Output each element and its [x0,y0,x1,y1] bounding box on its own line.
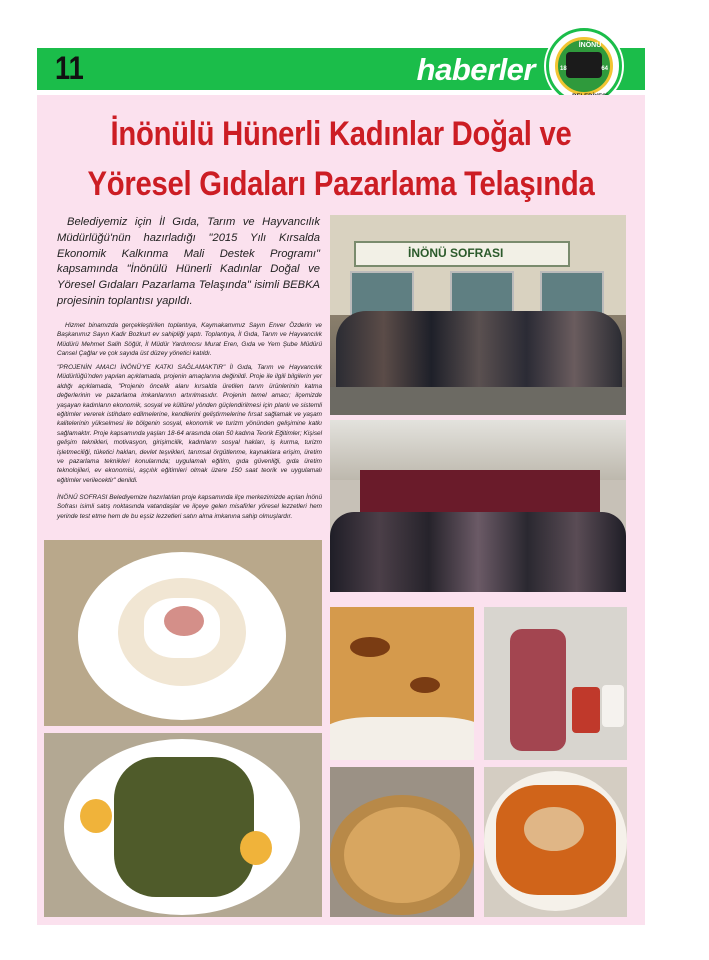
photo-dolma [44,733,322,917]
logo-top-text: İNÖNÜ [578,42,602,49]
body-paragraph-1: Hizmet binamızda gerçekleştirilen toplantıya, Kaymakamımız Sayın Enver Özderin ve Başkanımız Sayın Kadir Bozkurt ev sahipliği yaptı. Toplantıya, İl Gıda, Tarım ve Hayvancılık Müdürü Mehmet Salih Söğüt, İl Müdür Yardımcısı Murat Eren, Gıda ve Yem Şube Müdürü Cansel Çağlar ve çok sayıda üst düzey yönetici katıldı. [57,322,322,358]
logo-year-right: 64 [601,66,608,72]
body-paragraph-2: "PROJENİN AMACI İNÖNÜ'YE KATKI SAĞLAMAKTIR" İl Gıda, Tarım ve Hayvancılık Müdürlüğü'nden yapılan açıklamada, projenin amaçlarına değinildi. Proje ile ilgili bilgilerin yer aldığı açıklamada, "Projenin öncelik alanı kırsalda üretilen tarım ürünlerinin katma değerlerinin ve pazarlama imkanlarının artırılmasıdır. Projenin temel amacı; ilçemizde yaşayan kadınların ekonomik, sosyal ve kültürel yönden güçlendirilmesi için planlı ve sistemli eğitimler vererek istihdam edilmelerine, kendilerini geliştirmelerine fırsat sağlamak ve yaşam kalitelerinin yükselmesi ile bölgenin sosyal, ekonomik ve turizm yönünden gelişimine katkı sağlamaktır. Proje kapsamında yaşları 18-64 arasında olan 50 kadına Teorik Eğitimler; Kişisel gelişim teknikleri, motivasyon, girişimcilik, kadınların sosyal hakları, iş kurma, turizm işletmeciliği, tüketici hakları, devlet teşvikleri, tarımsal örgütlenme, kaynaklara erişim, üretim ve pazarlama teknikleri konularında; uygulamalı eğitim, gıda güvenliği, gıda üretim teknolojileri, ev ekonomisi, aşçılık eğitimleri olmak üzere 150 saat teorik ve uygulamalı eğitimler verilecektir" denildi. [57,364,322,484]
photo-borek [330,767,474,917]
lead-paragraph: Belediyemiz için İl Gıda, Tarım ve Hayvancılık Müdürlüğü'nün hazırladığı "2015 Yılı Kırsalda Ekonomik Kalkınma Mali Destek Programı" kapsamında "İnönülü Hünerli Kadınlar Doğal ve Yöresel Gıdaları Pazarlama Telaşında" isimli BEBKA projesinin toplantısı yapıldı. [57,216,320,307]
restaurant-sign [354,241,570,267]
photo-pumpkin-dessert [484,767,627,917]
title-line-2: Yöresel Gıdaları Pazarlama Telaşında [87,165,595,203]
photo-manti [44,540,322,726]
logo-year-left: 18 [560,66,567,72]
group-photo-meeting [330,420,626,592]
group-photo-building [330,215,626,415]
title-line-1: İnönülü Hünerli Kadınlar Doğal ve [110,115,572,153]
tunnel-icon [566,52,602,78]
body-paragraph-3: İNÖNÜ SOFRASI Belediyemize hazırlatılan proje kapsamında ilçe merkezimizde açılan İnönü Sofrası isimli satış noktasında vatandaşlar ve ilçeye gelen misafirler yöresel lezzetleri hem yerinde test etme hem de bu eşsiz lezzetleri satın alma imkanına sahip olmuşlardır. [57,494,322,520]
logo-emblem [555,37,613,95]
section-title: haberler [416,52,535,87]
photo-gozleme [330,607,474,760]
page-number: 11 [55,50,84,86]
municipality-logo [546,28,622,104]
restaurant-sign-text: İNÖNÜ SOFRASI [408,246,504,260]
photo-sherbet [484,607,627,760]
article-title [80,109,603,209]
